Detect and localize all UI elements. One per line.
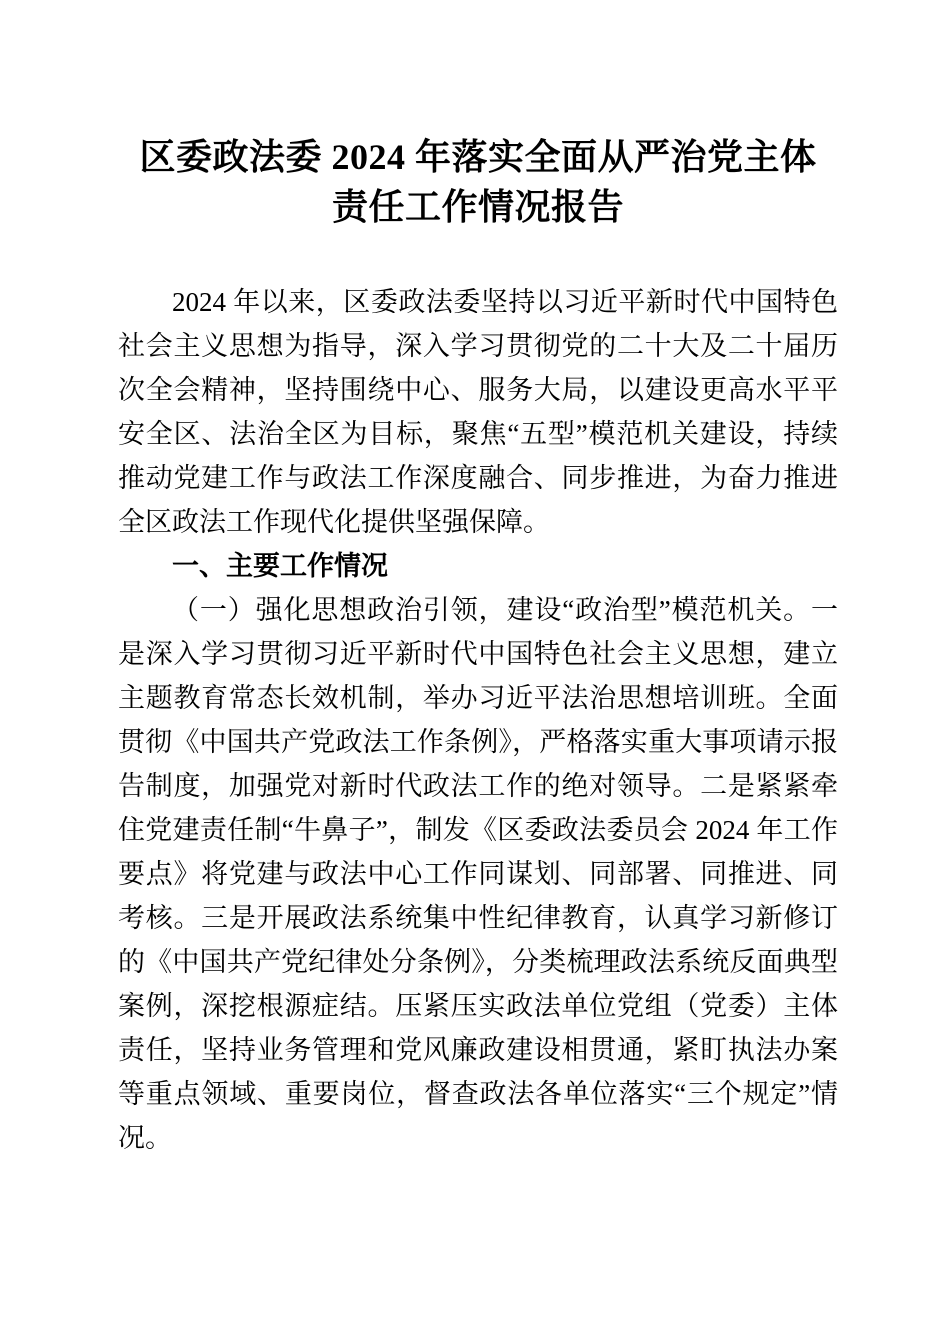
paragraph-intro: 2024 年以来，区委政法委坚持以习近平新时代中国特色社会主义思想为指导，深入学习贯彻党的二十大及二十届历次全会精神，坚持围绕中心、服务大局，以建设更高水平平安全区、法治全区为目标，聚焦“五型”模范机关建设，持续推动党建工作与政法工作深度融合、同步推进，为奋力推进全区政法工作现代化提供坚强保障。 <box>118 287 838 537</box>
paragraph-item-one: （一）强化思想政治引领，建设“政治型”模范机关。一是深入学习贯彻习近平新时代中国特色社会主义思想，建立主题教育常态长效机制，举办习近平法治思想培训班。全面贯彻《中国共产党政法工作条例》，严格落实重大事项请示报告制度，加强党对新时代政法工作的绝对领导。二是紧紧牵住党建责任制“牛鼻子”，制发《区委政法委员会 2024 年工作要点》将党建与政法中心工作同谋划、同部署、同推进、同考核。三是开展政法系统集中性纪律教育，认真学习新修订的《中国共产党纪律处分条例》，分类梳理政法系统反面典型案例，深挖根源症结。压紧压实政法单位党组（党委）主体责任，坚持业务管理和党风廉政建设相贯通，紧盯执法办案等重点领域、重要岗位，督查政法各单位落实“三个规定”情况。 <box>118 595 838 1153</box>
document-title: 区委政法委 2024 年落实全面从严治党主体责任工作情况报告 <box>139 137 817 227</box>
section-heading-main-work: 一、主要工作情况 <box>172 551 388 581</box>
document-body <box>118 280 838 1160</box>
